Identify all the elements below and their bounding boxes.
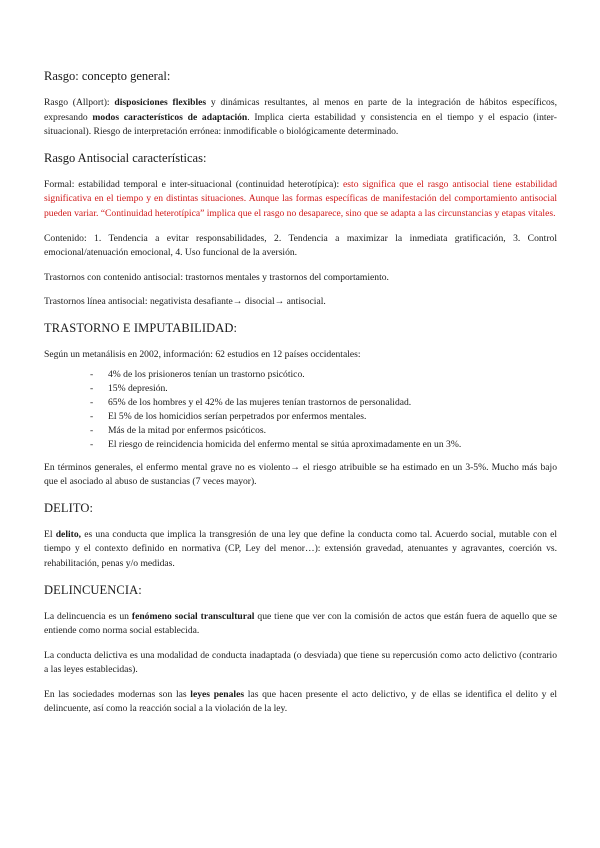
text-run: Rasgo (Allport):	[44, 97, 115, 108]
paragraph-trastornos-contenido: Trastornos con contenido antisocial: trastornos mentales y trastornos del comportamiento.	[44, 271, 389, 283]
paragraph-delito	[44, 528, 557, 572]
bold-term: leyes penales	[190, 688, 245, 700]
paragraph-delincuencia-2: La conducta delictiva es una modalidad de conducta inadaptada (o desviada) que tiene su repercusión como acto delictivo (contrario a las leyes establecidas).	[44, 649, 557, 676]
text-run: es una conducta que implica la transgresión de una ley que define la conducta como tal. Acuerdo social, mutable con el tiempo y el contexto definido en normativa (CP, Ley del menor…): extensión gravedad, atenuantes y agravantes, coerción vs. rehabilitación, penas y/o medidas.	[44, 528, 557, 569]
text-run: La delincuencia es un	[44, 610, 132, 622]
list-item: - El riesgo de reincidencia homicida del enfermo mental se sitúa aproximadamente en un 3%.	[90, 438, 557, 452]
list-item: - 4% de los prisioneros tenían un trastorno psicótico.	[90, 368, 557, 382]
paragraph-formal	[44, 178, 557, 222]
bold-term: fenómeno social transcultural	[131, 610, 255, 622]
list-item: - Más de la mitad por enfermos psicóticos.	[90, 424, 557, 438]
text-run: En las sociedades modernas son las	[44, 688, 191, 700]
heading-rasgo: Rasgo: concepto general:	[44, 69, 171, 83]
heading-delincuencia: DELINCUENCIA:	[44, 582, 142, 597]
list-item: - 65% de los hombres y el 42% de las mujeres tenían trastornos de personalidad.	[90, 396, 557, 410]
text-run: . Implica cierta estabilidad y consistencia en el tiempo y el espacio (inter-situacional). Riesgo de interpretación errónea: inmodificable o biológicamente determinado.	[44, 111, 557, 138]
paragraph-trastornos-linea: Trastornos línea antisocial: negativista desafiante→ disocial→ antisocial.	[44, 296, 326, 308]
paragraph-rasgo-allport	[44, 96, 557, 140]
bold-term: modos característicos de adaptación	[92, 111, 248, 123]
text-run: que tiene que ver con la comisión de actos que están fuera de aquello que se entiende como norma social establecida.	[44, 610, 557, 637]
paragraph-contenido: Contenido: 1. Tendencia a evitar responsabilidades, 2. Tendencia a maximizar la inmediata gratificación, 3. Control emocional/atenuación emocional, 4. Uso funcional de la aversión.	[44, 232, 557, 259]
bold-term: delito,	[55, 528, 82, 540]
paragraph-conclusion: En términos generales, el enfermo mental grave no es violento→ el riesgo atribuible se ha estimado en un 3-5%. Mucho más bajo que el asociado al abuso de sustancias (7 veces mayor).	[44, 461, 557, 488]
heading-trastorno-imputabilidad: TRASTORNO E IMPUTABILIDAD:	[44, 320, 238, 335]
highlight-text-red: esto significa que el rasgo antisocial tiene estabilidad significativa en el tiempo y en distintas situaciones. Aunque las formas específicas de manifestación del comportamiento antisocial pueden variar. “Continuidad heterotípica” implica que el rasgo no desaparece, sino que se adapta a las circunstancias y etapas vitales.	[44, 178, 557, 219]
bold-term: disposiciones flexibles	[114, 97, 207, 108]
text-run: Formal: estabilidad temporal e inter-situacional (continuidad heterotípica):	[44, 178, 344, 190]
paragraph-delincuencia-3	[44, 688, 557, 717]
text-run: las que hacen presente el acto delictivo, y de ellas se identifica el delito y el delincuente, así como la reacción social a la violación de la ley.	[44, 688, 557, 715]
heading-antisocial: Rasgo Antisocial características:	[44, 150, 207, 165]
list-item: - El 5% de los homicidios serían perpetrados por enfermos mentales.	[90, 410, 557, 424]
bullet-list-stats	[44, 368, 557, 452]
paragraph-delincuencia-1	[44, 610, 557, 639]
text-run: El	[44, 528, 56, 540]
paragraph-metanalisis: Según un metanálisis en 2002, información: 62 estudios en 12 países occidentales:	[44, 348, 361, 360]
heading-delito: DELITO:	[44, 500, 94, 515]
list-item: - 15% depresión.	[90, 382, 557, 396]
text-run: y dinámicas resultantes, al menos en parte de la integración de hábitos específicos, expresando	[44, 97, 557, 123]
